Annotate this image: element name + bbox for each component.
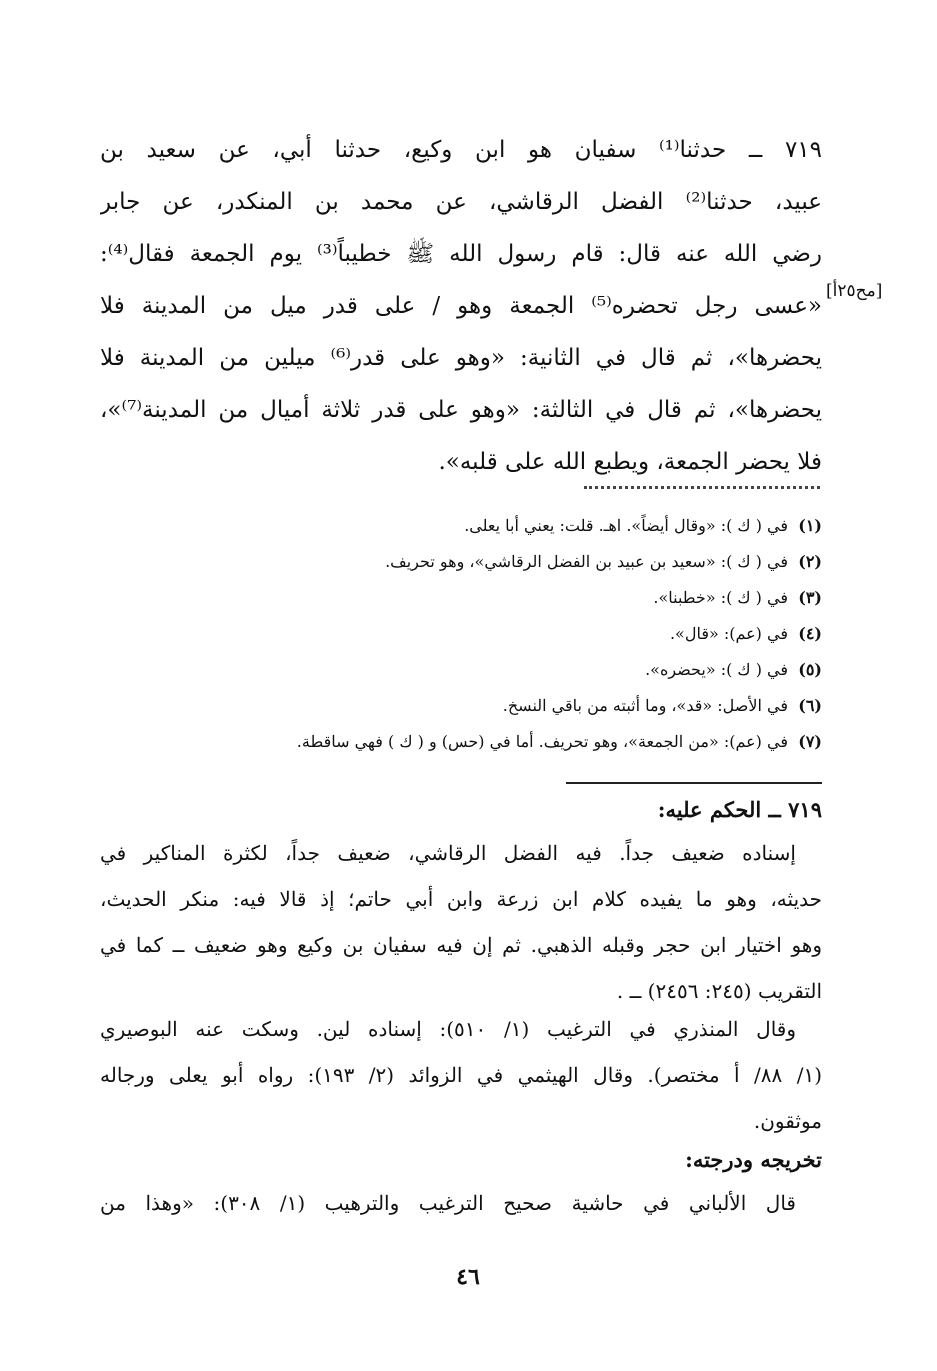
section-heading: ٧١٩ ــ الحكم عليه: bbox=[657, 797, 822, 822]
footnote-separator bbox=[584, 486, 820, 489]
hadith-line: يحضرها»، ثم قال في الثالثة: «وهو على قدر ثلاثة أميال من المدينة⁽⁷⁾»، bbox=[100, 397, 822, 423]
footnote-text: في ( ك ): «وقال أيضاً». اهـ. قلت: يعني أبا يعلى. bbox=[464, 516, 788, 535]
hadith-line: فلا يحضر الجمعة، ويطبع الله على قلبه». bbox=[438, 449, 822, 475]
takhrij-line: قال الألباني في حاشية صحيح الترغيب والترهيب (١/ ٣٠٨): «وهذا من bbox=[100, 1191, 796, 1215]
ruling-line: إسناده ضعيف جداً. فيه الفضل الرقاشي، ضعيف جداً، لكثرة المناكير في bbox=[100, 841, 796, 865]
ruling-line: حديثه، وهو ما يفيده كلام ابن زرعة وابن أبي حاتم؛ إذ قالا فيه: منكر الحديث، bbox=[100, 887, 822, 911]
footnote-number: (٦) bbox=[798, 696, 822, 715]
takhrij-section bbox=[100, 1140, 822, 1226]
hadith-line: رضي الله عنه قال: قام رسول الله ﷺ خطيباً⁽³⁾ يوم الجمعة فقال⁽⁴⁾: bbox=[100, 241, 822, 267]
footnote-text: في الأصل: «قد»، وما أثبته من باقي النسخ. bbox=[502, 696, 788, 715]
ruling-line: موثقون. bbox=[753, 1109, 822, 1133]
footnote-text: في ( ك ): «يحضره». bbox=[645, 660, 788, 679]
hadith-line: عبيد، حدثنا⁽²⁾ الفضل الرقاشي، عن محمد بن المنكدر، عن جابر bbox=[100, 189, 822, 215]
hadith-line: «عسى رجل تحضره⁽⁵⁾ الجمعة وهو / على قدر ميل من المدينة فلا bbox=[100, 293, 822, 319]
footnote-text: في (عم): «قال». bbox=[669, 624, 788, 643]
footnote-number: (٤) bbox=[798, 624, 822, 643]
footnote bbox=[100, 580, 822, 616]
footnote-number: (٧) bbox=[798, 732, 822, 751]
footnote bbox=[100, 616, 822, 652]
hadith-line: ٧١٩ ــ حدثنا⁽¹⁾ سفيان هو ابن وكيع، حدثنا أبي، عن سعيد بن bbox=[100, 137, 822, 163]
footnote-number: (٥) bbox=[798, 660, 822, 679]
footnotes bbox=[100, 508, 822, 760]
hadith-text bbox=[100, 124, 822, 488]
footnote-number: (٢) bbox=[798, 552, 822, 571]
footnote bbox=[100, 688, 822, 724]
ruling-section-continued bbox=[100, 1006, 822, 1144]
footnote-text: في (عم): «من الجمعة»، وهو تحريف. أما في (حس) و ( ك ) فهي ساقطة. bbox=[296, 732, 788, 751]
footnote bbox=[100, 508, 822, 544]
ruling-line: التقريب (٢٤٥: ٢٤٥٦) ــ . bbox=[616, 979, 822, 1003]
ruling-section bbox=[100, 790, 822, 1014]
section-heading: تخريجه ودرجته: bbox=[685, 1147, 822, 1172]
hadith-line: يحضرها»، ثم قال في الثانية: «وهو على قدر⁽⁶⁾ ميلين من المدينة فلا bbox=[100, 345, 822, 371]
ruling-line: وقال المنذري في الترغيب (١/ ٥١٠): إسناده لين. وسكت عنه البوصيري bbox=[100, 1017, 797, 1041]
section-rule bbox=[566, 782, 822, 784]
page-number: ٤٦ bbox=[456, 1264, 480, 1290]
footnote bbox=[100, 544, 822, 580]
ruling-line: وهو اختيار ابن حجر وقبله الذهبي. ثم إن فيه سفيان بن وكيع وهو ضعيف ــ كما في bbox=[100, 933, 822, 957]
footnote bbox=[100, 724, 822, 760]
footnote bbox=[100, 652, 822, 688]
footnote-text: في ( ك ): «خطبنا». bbox=[653, 588, 788, 607]
footnote-number: (١) bbox=[798, 516, 822, 535]
manuscript-margin-note: [مح٢٥أ] bbox=[826, 281, 883, 301]
footnote-number: (٣) bbox=[798, 588, 822, 607]
ruling-line: (١/ ٨٨/ أ مختصر). وقال الهيثمي في الزوائد (٢/ ١٩٣): رواه أبو يعلى ورجاله bbox=[100, 1063, 822, 1087]
footnote-text: في ( ك ): «سعيد بن عبيد بن الفضل الرقاشي»، وهو تحريف. bbox=[385, 552, 788, 571]
